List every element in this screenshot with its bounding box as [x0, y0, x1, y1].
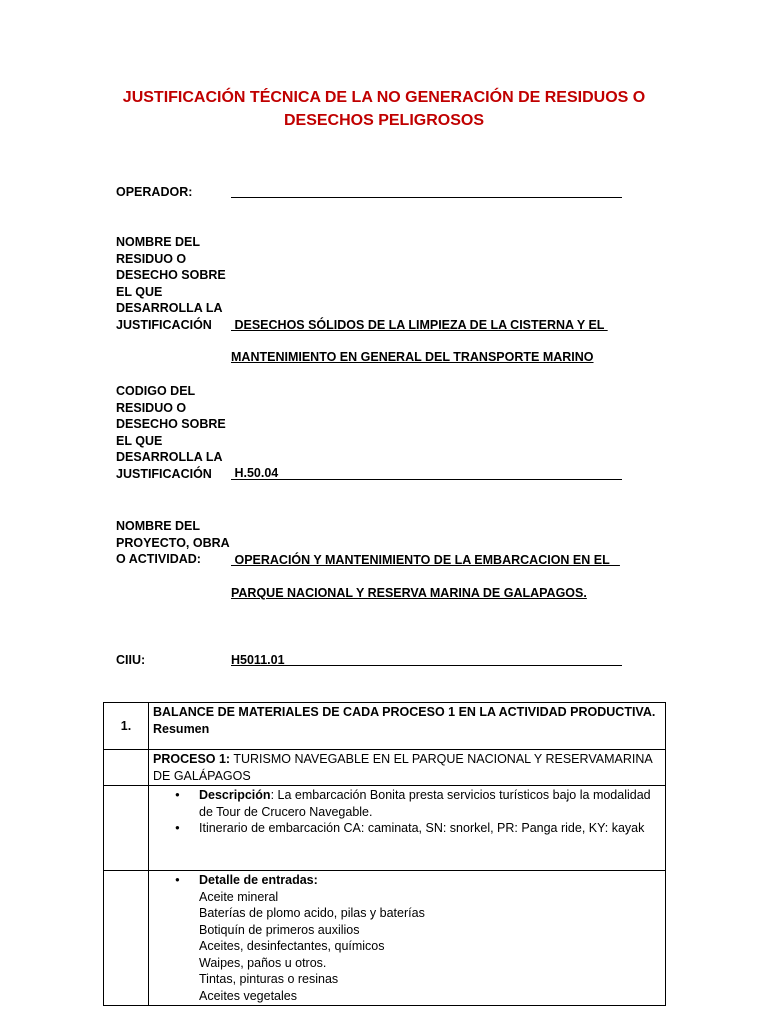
table-row — [104, 871, 666, 1006]
nombre-proyecto-label: NOMBRE DEL PROYECTO, OBRA O ACTIVIDAD: — [116, 519, 230, 566]
ciiu-field-line — [231, 665, 622, 666]
nombre-residuo-label: NOMBRE DEL RESIDUO O DESECHO SOBRE EL QUE DESARROLLA LA JUSTIFICACIÓN — [116, 235, 226, 332]
codigo-residuo-field-line — [231, 479, 622, 480]
list-item: ● Descripción: La embarcación Bonita presta servicios turísticos bajo la modalidad de Tour de Crucero Navegable. — [199, 787, 661, 820]
nombre-residuo-value-line-1: DESECHOS SÓLIDOS DE LA LIMPIEZA DE LA CISTERNA Y EL — [231, 318, 608, 332]
table-row — [104, 750, 666, 786]
table-row — [104, 786, 666, 871]
codigo-residuo-value: H.50.04 — [231, 466, 279, 480]
entradas-cell — [149, 871, 666, 1006]
list-item: ● Detalle de entradas: — [199, 872, 661, 889]
operador-field-line — [231, 197, 622, 198]
nombre-proyecto-value-line-1: OPERACIÓN Y MANTENIMIENTO DE LA EMBARCACION EN EL — [231, 553, 620, 567]
entrada-item: Aceites, desinfectantes, químicos — [199, 939, 385, 953]
nombre-proyecto-value-line-2: PARQUE NACIONAL Y RESERVA MARINA DE GALAPAGOS. — [231, 586, 587, 600]
document-title-line-1: JUSTIFICACIÓN TÉCNICA DE LA NO GENERACIÓN DE RESIDUOS O — [122, 89, 646, 106]
document-title-line-2: DESECHOS PELIGROSOS — [283, 112, 485, 129]
codigo-residuo-label: CODIGO DEL RESIDUO O DESECHO SOBRE EL QUE DESARROLLA LA JUSTIFICACIÓN — [116, 384, 226, 481]
list-item: ● Itinerario de embarcación CA: caminata, SN: snorkel, PR: Panga ride, KY: kayak — [199, 820, 661, 837]
ciiu-value: H5011.01 — [231, 653, 285, 667]
entrada-item: Botiquín de primeros auxilios — [199, 922, 360, 937]
entrada-item: Baterías de plomo acido, pilas y baterías — [199, 906, 425, 920]
table-row — [104, 703, 666, 750]
ciiu-label: CIIU: — [116, 653, 146, 667]
balance-materiales-table — [103, 702, 666, 1006]
section-number: 1. — [104, 703, 149, 750]
entrada-item: Aceite mineral — [199, 889, 279, 904]
table-header-cell: BALANCE DE MATERIALES DE CADA PROCESO 1 EN LA ACTIVIDAD PRODUCTIVA. Resumen — [149, 703, 666, 750]
descripcion-cell — [149, 786, 666, 871]
proceso-cell: PROCESO 1: TURISMO NAVEGABLE EN EL PARQUE NACIONAL Y RESERVAMARINA DE GALÁPAGOS — [149, 750, 666, 786]
entrada-item: Tintas, pinturas o resinas — [199, 972, 339, 986]
entrada-item: Aceites vegetales — [199, 988, 297, 1003]
nombre-residuo-value-line-2: MANTENIMIENTO EN GENERAL DEL TRANSPORTE MARINO — [231, 350, 594, 364]
entrada-item: Waipes, paños u otros. — [199, 955, 327, 970]
operador-label: OPERADOR: — [116, 185, 193, 199]
